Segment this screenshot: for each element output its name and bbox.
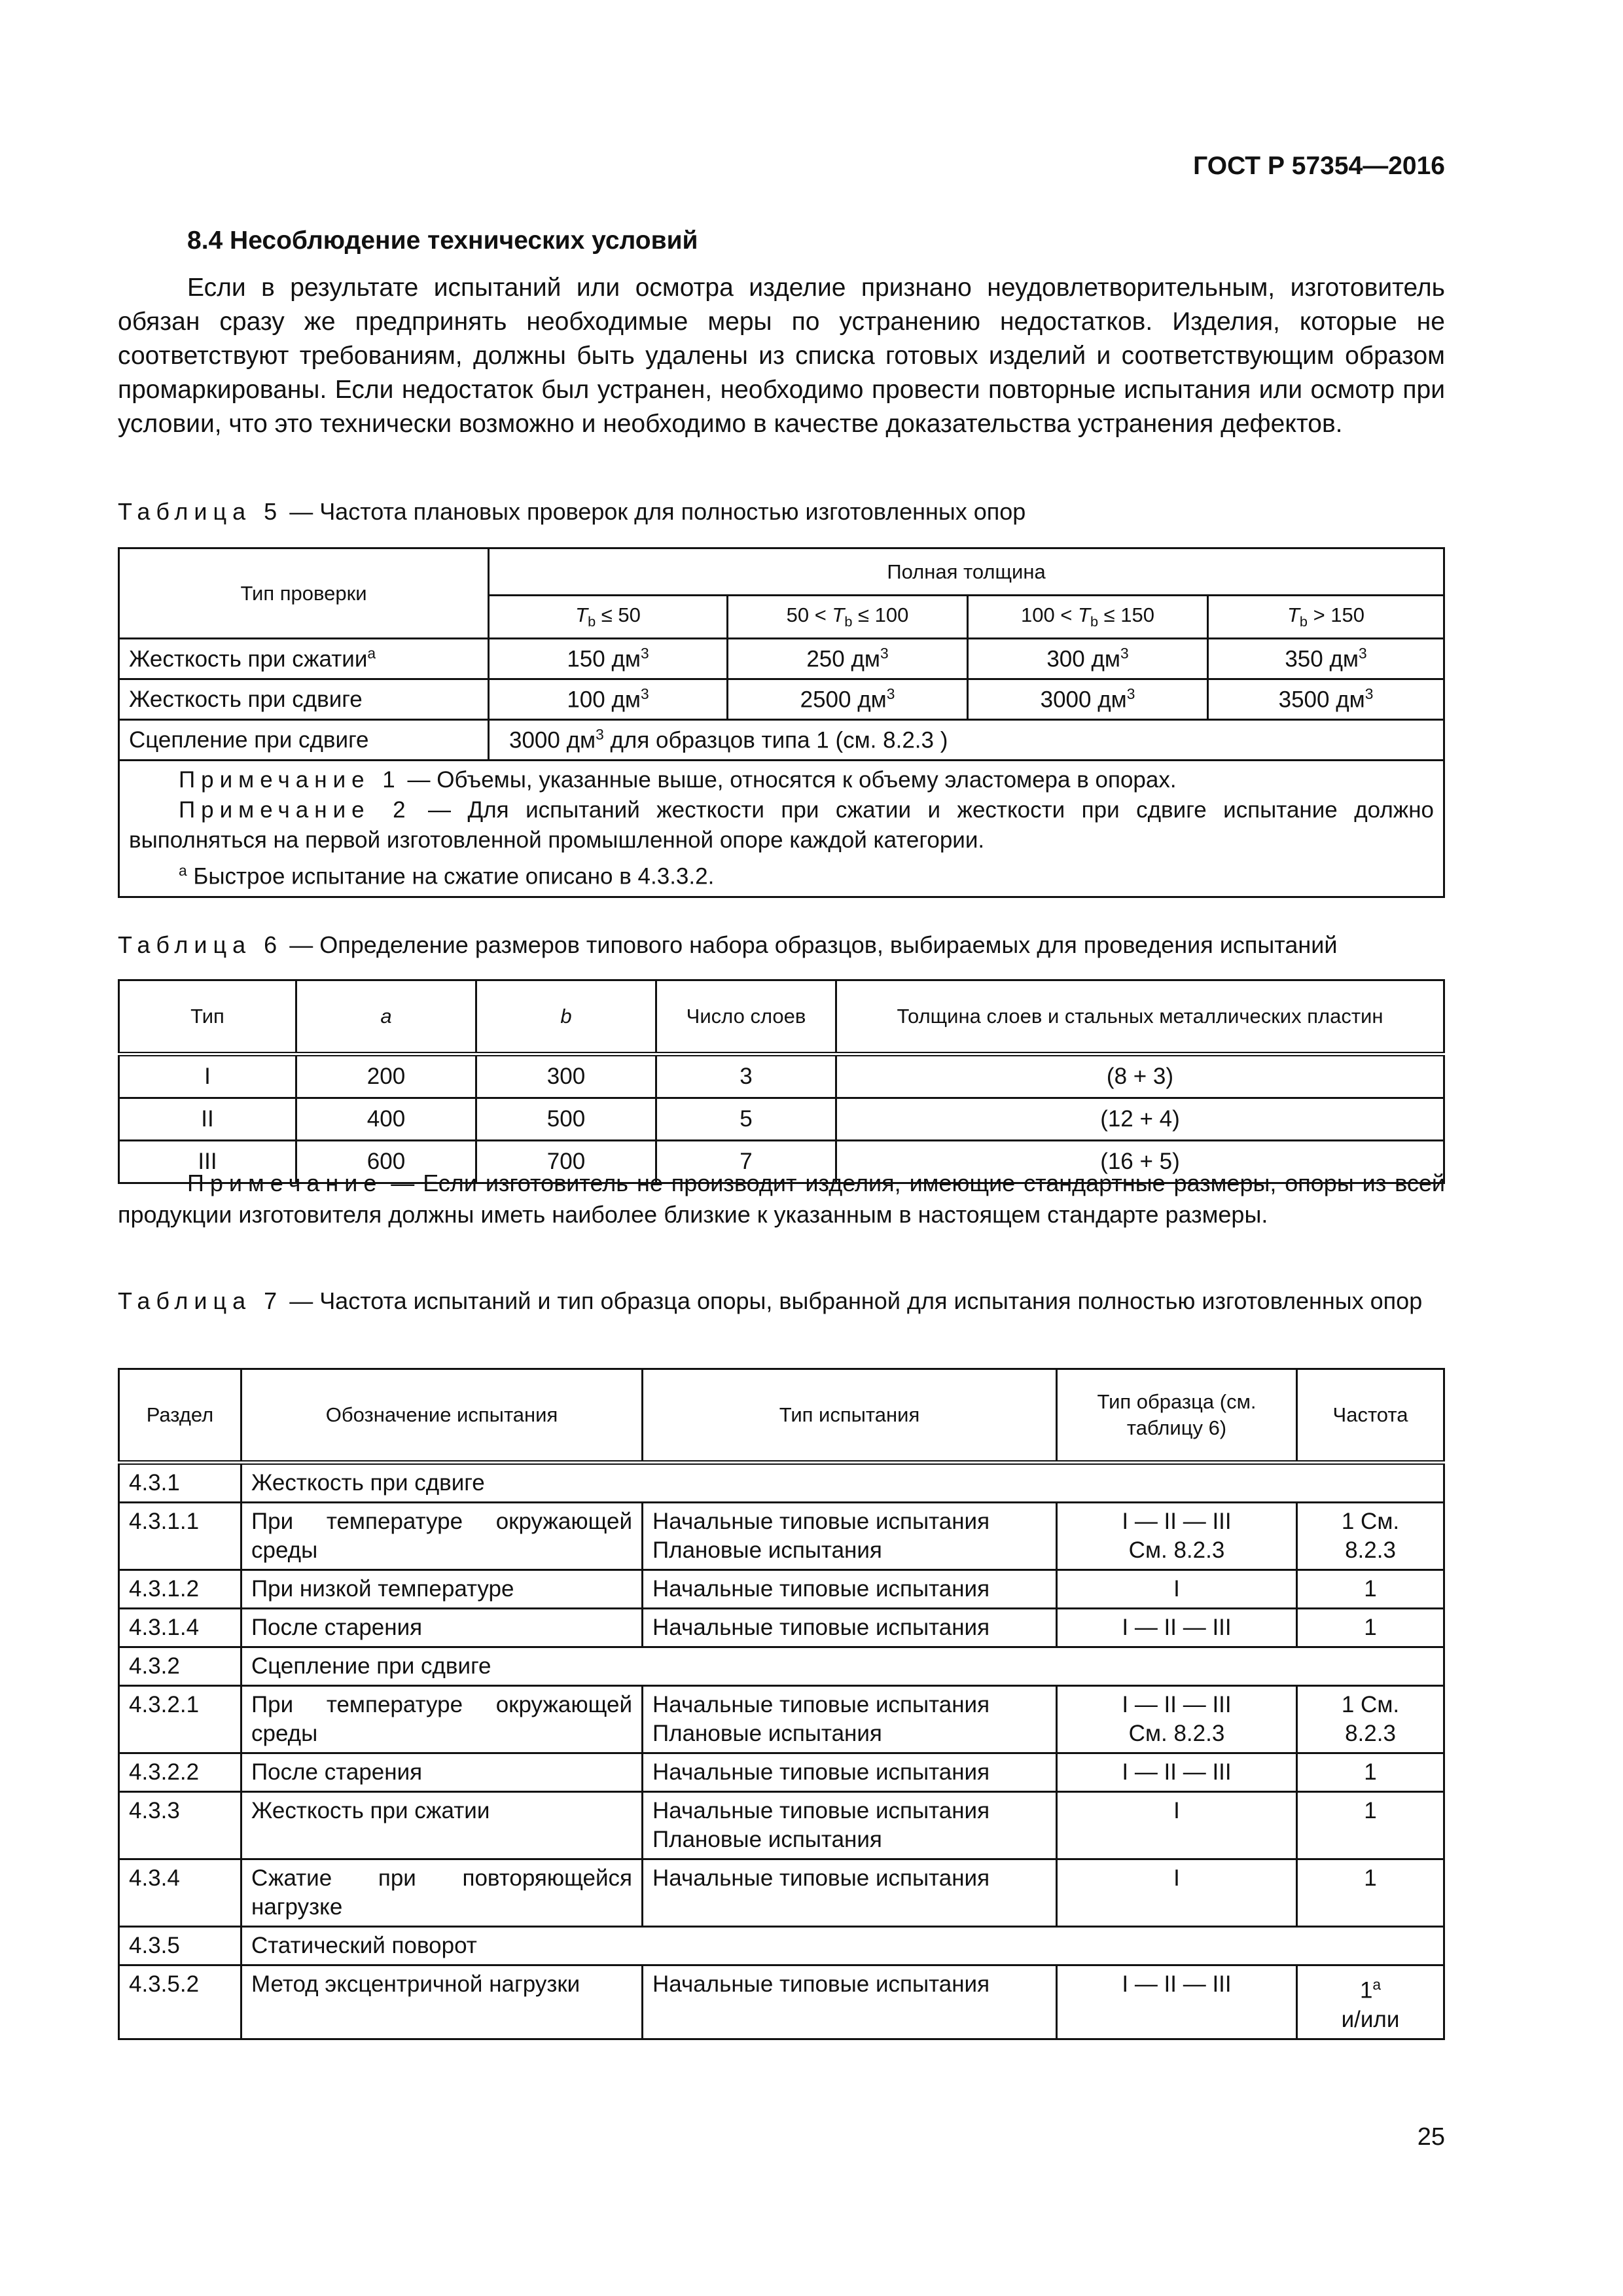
table7-test-type: Начальные типовые испытания [643,1859,1057,1927]
table7-section: 4.3.1.1 [119,1503,241,1570]
table5-row [119,679,1444,720]
table7-test-type: Начальные типовые испытания Плановые испытания [643,1503,1057,1570]
page-number: 25 [1417,2123,1445,2151]
table6-cell: III [119,1141,296,1183]
table7-sample-type: I — II — III См. 8.2.3 [1057,1686,1297,1753]
table6-cell: (8 + 3) [836,1054,1444,1098]
table5-caption [118,496,1445,528]
table7-test-type: Начальные типовые испытания Плановые испытания [643,1792,1057,1859]
table7-header: Обозначение испытания [241,1369,643,1463]
table5-footnote: $^a$ Быстрое испытание на сжатие описано в 4.3.3.2. [179,862,715,889]
table7-frequency: 1 [1297,1859,1444,1927]
table7-test-name: После старения [241,1753,643,1792]
table7-group-name: Жесткость при сдвиге [241,1463,1444,1503]
table7-frequency: 1$^a$ и/или [1297,1965,1444,2039]
table7-frequency: 1 См. 8.2.3 [1297,1686,1444,1753]
table5-caption-prefix: Таблица 5 [118,498,283,525]
table6-cell: 700 [476,1141,656,1183]
table7-section: 4.3.2 [119,1647,241,1686]
table7-group-row [119,1927,1444,1965]
table7-row [119,1792,1444,1859]
table6-header: b [476,980,656,1054]
table7-sample-type: I — II — III [1057,1965,1297,2039]
table7-test-name: При низкой температуре [241,1570,643,1609]
table7-group-row [119,1463,1444,1503]
table7-sample-type: I — II — III См. 8.2.3 [1057,1503,1297,1570]
table5-cell: 3500 $дм^3$ [1208,679,1444,720]
table7-section: 4.3.1.4 [119,1609,241,1647]
document-code: ГОСТ Р 57354—2016 [1193,152,1445,180]
table7-frequency: 1 [1297,1570,1444,1609]
table5 [118,547,1445,898]
table7-frequency: 1 [1297,1792,1444,1859]
table5-notes-row [119,761,1444,897]
table7-header: Частота [1297,1369,1444,1463]
table5-header-t4: $T_b > 150$ [1208,596,1444,639]
table6-cell: 200 [296,1054,476,1098]
table6-cell: (16 + 5) [836,1141,1444,1183]
table7-sample-type: I [1057,1859,1297,1927]
table7-caption-prefix: Таблица 7 [118,1287,283,1314]
table7-sample-type: I — II — III [1057,1609,1297,1647]
table7-header: Тип испытания [643,1369,1057,1463]
table7-test-name: Жесткость при сжатии [241,1792,643,1859]
table7-test-type: Начальные типовые испытания [643,1753,1057,1792]
table6-caption-text: — Определение размеров типового набора образцов, выбираемых для проведения испытаний [283,931,1338,958]
table7-frequency: 1 [1297,1609,1444,1647]
table5-row [119,720,1444,761]
table7-frequency: 1 См. 8.2.3 [1297,1503,1444,1570]
table7-group-name: Статический поворот [241,1927,1444,1965]
table7-row [119,1570,1444,1609]
table7-section: 4.3.2.2 [119,1753,241,1792]
table6-header: Толщина слоев и стальных металлических пластин [836,980,1444,1054]
table6-cell: 400 [296,1098,476,1141]
table7-section: 4.3.1.2 [119,1570,241,1609]
table7-test-name: При температуре окружающей среды [241,1686,643,1753]
table5-cell: 250 $дм^3$ [728,639,968,679]
table6-caption-prefix: Таблица 6 [118,931,283,958]
table7-sample-type: I [1057,1570,1297,1609]
table7-header: Раздел [119,1369,241,1463]
table5-adhesion-value: 3000 $дм^3$ для образцов типа 1 (см. 8.2.3 ) [489,720,1444,761]
table6-note: Примечание — Если изготовитель не производит изделия, имеющие стандартные размеры, опоры из всей продукции изготовителя должны иметь наиболее близкие к указанным в настоящем стандарте размеры. [118,1170,1445,1228]
table7-sample-type: I [1057,1792,1297,1859]
table7-test-type: Начальные типовые испытания [643,1609,1057,1647]
table6-row [119,1098,1444,1141]
table7-section: 4.3.1 [119,1463,241,1503]
table6-cell: 300 [476,1054,656,1098]
table6-caption [118,929,1445,961]
table7-section: 4.3.5.2 [119,1965,241,2039]
table7-header: Тип образца (см. таблицу 6) [1057,1369,1297,1463]
section-paragraph: Если в результате испытаний или осмотра изделие признано неудовлетворительным, изготовитель обязан сразу же предпринять необходимые меры по устранению недостатков. Изделия, которые не соответствуют требованиям, должны быть удалены из списка готовых изделий и соответствующим образом промаркированы. Если недостаток был устранен, необходимо провести повторные испытания или осмотр при условии, что это технически возможно и необходимо в качестве доказательства устранения дефектов. [118,274,1445,438]
table6-cell: 3 [656,1054,836,1098]
table7-test-type: Начальные типовые испытания [643,1965,1057,2039]
table7-test-name: После старения [241,1609,643,1647]
section-title: 8.4 Несоблюдение технических условий [187,226,698,255]
table7 [118,1368,1445,2040]
table5-cell: 150 $дм^3$ [489,639,728,679]
table5-row-label: Сцепление при сдвиге [119,720,489,761]
table5-cell: 350 $дм^3$ [1208,639,1444,679]
table5-row-label: Жесткость при сдвиге [119,679,489,720]
table7-test-name: Метод эксцентричной нагрузки [241,1965,643,2039]
table6-cell: 5 [656,1098,836,1141]
table5-row [119,639,1444,679]
table7-row [119,1686,1444,1753]
table7-caption-text: — Частота испытаний и тип образца опоры, выбранной для испытания полностью изготовленных опор [283,1287,1423,1314]
table5-note-2: Примечание 2 — Для испытаний жесткости при сжатии и жесткости при сдвиге испытание должно выполняться на первой изготовленной промышленной опоре каждой категории. [129,797,1434,853]
table5-header-t1: $T_b \le 50$ [489,596,728,639]
table7-row [119,1859,1444,1927]
table7-test-name: При температуре окружающей среды [241,1503,643,1570]
table7-section: 4.3.2.1 [119,1686,241,1753]
table7-caption [118,1285,1445,1317]
table7-group-row [119,1647,1444,1686]
table7-row [119,1503,1444,1570]
table6-cell: (12 + 4) [836,1098,1444,1141]
table6-cell: II [119,1098,296,1141]
table6-header: a [296,980,476,1054]
table7-group-name: Сцепление при сдвиге [241,1647,1444,1686]
table6-row [119,1054,1444,1098]
table6-header: Число слоев [656,980,836,1054]
table7-row [119,1965,1444,2039]
table5-row-label: Жесткость при сжатии$^a$ [119,639,489,679]
table5-header-type: Тип проверки [119,548,489,639]
table5-cell: 2500 $дм^3$ [728,679,968,720]
table6-cell: I [119,1054,296,1098]
table7-sample-type: I — II — III [1057,1753,1297,1792]
table5-cell: 300 $дм^3$ [968,639,1208,679]
table7-section: 4.3.3 [119,1792,241,1859]
table5-header-full-thickness: Полная толщина [489,548,1444,596]
table5-notes [119,761,1444,897]
table7-test-name: Сжатие при повторяющейся нагрузке [241,1859,643,1927]
table7-test-type: Начальные типовые испытания [643,1570,1057,1609]
table5-header-t3: $100 < T_b \le 150$ [968,596,1208,639]
table5-caption-text: — Частота плановых проверок для полностью изготовленных опор [283,498,1026,525]
table6 [118,979,1445,1184]
table7-section: 4.3.4 [119,1859,241,1927]
table5-note-1: Примечание 1 — Объемы, указанные выше, относятся к объему эластомера в опорах. [179,767,1177,793]
table6-cell: 7 [656,1141,836,1183]
table6-header: Тип [119,980,296,1054]
table7-frequency: 1 [1297,1753,1444,1792]
table6-cell: 500 [476,1098,656,1141]
table5-cell: 3000 $дм^3$ [968,679,1208,720]
table5-cell: 100 $дм^3$ [489,679,728,720]
table6-cell: 600 [296,1141,476,1183]
table7-section: 4.3.5 [119,1927,241,1965]
table5-header-t2: $50 < T_b \le 100$ [728,596,968,639]
table7-row [119,1753,1444,1792]
table7-row [119,1609,1444,1647]
table7-test-type: Начальные типовые испытания Плановые испытания [643,1686,1057,1753]
